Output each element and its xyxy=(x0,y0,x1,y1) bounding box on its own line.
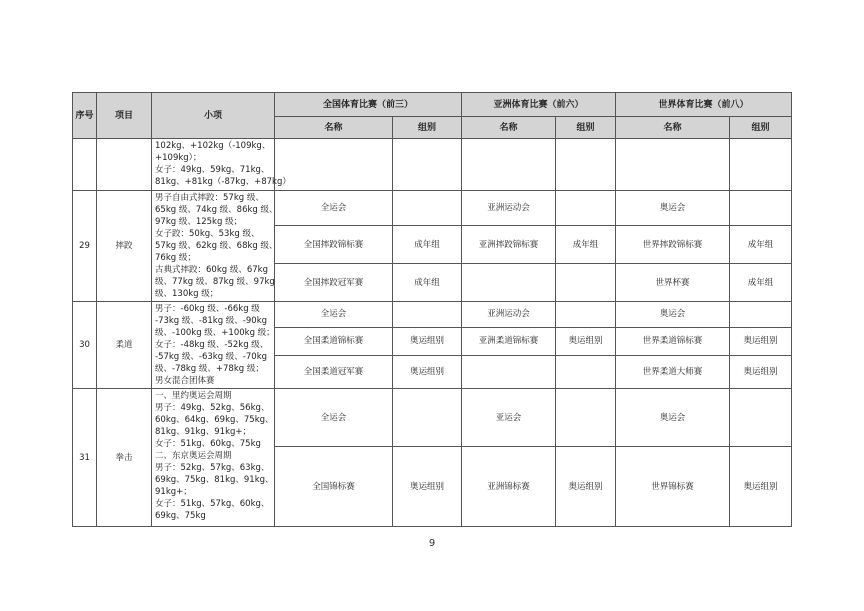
sub-line: 102kg、+102kg（-109kg、 xyxy=(155,141,271,151)
table-row-29 xyxy=(73,191,792,226)
header-asian-name: 名称 xyxy=(462,117,556,139)
asian-group xyxy=(556,264,616,302)
sub-line: 女子：51kg、60kg、75kg xyxy=(155,439,261,449)
national-name: 全运会 xyxy=(275,302,393,328)
header-row-1 xyxy=(73,93,792,117)
header-asian: 亚洲体育比赛（前六） xyxy=(462,93,616,117)
sub-line: 女子：49kg、59kg、71kg、 xyxy=(155,165,270,175)
sub-line: 60kg、64kg、69kg、75kg、 xyxy=(155,415,274,425)
empty-cell xyxy=(730,139,792,191)
header-national-group: 组别 xyxy=(393,117,462,139)
empty-cell xyxy=(275,139,393,191)
world-group: 奥运组别 xyxy=(730,327,792,356)
sub-cell-continued xyxy=(152,139,291,191)
sub-line: 76kg 级； xyxy=(155,253,196,263)
sub-line: 97kg 级、125kg 级； xyxy=(155,217,243,227)
asian-group xyxy=(556,191,616,226)
national-group: 奥运组别 xyxy=(393,447,462,527)
world-group xyxy=(730,302,792,328)
header-world-group: 组别 xyxy=(730,117,792,139)
sub-line: 级、77kg 级、87kg 级、97kg xyxy=(155,277,275,287)
empty-cell xyxy=(462,139,556,191)
asian-group xyxy=(556,302,616,328)
header-national: 全国体育比赛（前三） xyxy=(275,93,462,117)
sub-line: 男子：-60kg 级、-66kg 级 xyxy=(155,304,260,314)
national-group: 奥运组别 xyxy=(393,356,462,389)
national-group: 奥运组别 xyxy=(393,327,462,356)
sub-cell xyxy=(152,389,275,527)
national-name: 全运会 xyxy=(275,389,393,447)
national-name: 全国摔跤冠军赛 xyxy=(275,264,393,302)
header-world: 世界体育比赛（前八） xyxy=(616,93,792,117)
sub-line: 男子：52kg、57kg、63kg、 xyxy=(155,463,270,473)
asian-name: 亚洲柔道锦标赛 xyxy=(462,327,556,356)
item-cell: 拳击 xyxy=(97,389,152,527)
item-cell: 柔道 xyxy=(97,302,152,389)
header-no: 序号 xyxy=(73,93,97,139)
asian-group xyxy=(556,389,616,447)
competition-table xyxy=(72,92,792,527)
world-group xyxy=(730,191,792,226)
asian-name xyxy=(462,356,556,389)
table-row-31 xyxy=(73,389,792,447)
asian-group: 奥运组别 xyxy=(556,327,616,356)
empty-cell xyxy=(616,139,730,191)
world-name: 世界锦标赛 xyxy=(616,447,730,527)
table-row-continued xyxy=(73,139,792,191)
world-name: 世界柔道大师赛 xyxy=(616,356,730,389)
item-cell: 摔跤 xyxy=(97,191,152,302)
world-group xyxy=(730,389,792,447)
world-group: 成年组 xyxy=(730,264,792,302)
world-group: 成年组 xyxy=(730,226,792,264)
sub-line: 一、里约奥运会周期 xyxy=(155,391,232,401)
asian-group: 成年组 xyxy=(556,226,616,264)
asian-name: 亚洲运动会 xyxy=(462,191,556,226)
sub-cell xyxy=(152,302,275,389)
national-name: 全运会 xyxy=(275,191,393,226)
sub-line: -57kg 级、-63kg 级、-70kg xyxy=(155,352,268,362)
world-name: 奥运会 xyxy=(616,389,730,447)
sub-cell xyxy=(152,191,278,302)
header-asian-group: 组别 xyxy=(556,117,616,139)
sub-line: 男子：49kg、52kg、56kg、 xyxy=(155,403,270,413)
national-group xyxy=(393,191,462,226)
asian-name: 亚洲运动会 xyxy=(462,302,556,328)
no-cell: 29 xyxy=(73,191,97,302)
sub-line: 81kg、+81kg（-87kg、+87kg） xyxy=(155,177,291,187)
national-name: 全国锦标赛 xyxy=(275,447,393,527)
empty-cell xyxy=(556,139,616,191)
world-name: 世界摔跤锦标赛 xyxy=(616,226,730,264)
header-national-name: 名称 xyxy=(275,117,393,139)
header-world-name: 名称 xyxy=(616,117,730,139)
asian-name: 亚运会 xyxy=(462,389,556,447)
world-name: 奥运会 xyxy=(616,191,730,226)
no-cell xyxy=(73,139,97,191)
world-name: 奥运会 xyxy=(616,302,730,328)
national-group: 成年组 xyxy=(393,264,462,302)
no-cell: 31 xyxy=(73,389,97,527)
sub-line: 古典式摔跤：60kg 级、67kg xyxy=(155,265,268,275)
sub-line: 二、东京奥运会周期 xyxy=(155,451,232,461)
sub-line: 男子自由式摔跤：57kg 级、 xyxy=(155,193,264,203)
asian-name: 亚洲摔跤锦标赛 xyxy=(462,226,556,264)
asian-group: 奥运组别 xyxy=(556,447,616,527)
national-name: 全国柔道冠军赛 xyxy=(275,356,393,389)
sub-line: 81kg、91kg、91kg+； xyxy=(155,427,252,437)
item-cell xyxy=(97,139,152,191)
sub-line: 69kg、75kg、81kg、91kg、 xyxy=(155,475,274,485)
page-number: 9 xyxy=(428,538,436,549)
asian-name: 亚洲锦标赛 xyxy=(462,447,556,527)
asian-group xyxy=(556,356,616,389)
sub-line: 女子：-48kg 级、-52kg 级、 xyxy=(155,340,269,350)
world-name: 世界杯赛 xyxy=(616,264,730,302)
world-name: 世界柔道锦标赛 xyxy=(616,327,730,356)
sub-line: 女子跤：50kg、53kg 级、 xyxy=(155,229,260,239)
sub-line: 级、-78kg 级、+78kg 级； xyxy=(155,364,264,374)
sub-line: 女子：51kg、57kg、60kg、 xyxy=(155,499,270,509)
empty-cell xyxy=(393,139,462,191)
sub-line: 91kg+； xyxy=(155,487,192,497)
national-group: 成年组 xyxy=(393,226,462,264)
no-cell: 30 xyxy=(73,302,97,389)
national-group xyxy=(393,389,462,447)
national-name: 全国柔道锦标赛 xyxy=(275,327,393,356)
sub-line: 57kg 级、62kg 级、68kg 级、 xyxy=(155,241,278,251)
header-item: 项目 xyxy=(97,93,152,139)
world-group: 奥运组别 xyxy=(730,356,792,389)
table-row-30 xyxy=(73,302,792,328)
sub-line: 65kg 级、74kg 级、86kg 级、 xyxy=(155,205,278,215)
sub-line: +109kg）； xyxy=(155,153,202,163)
sub-line: 69kg、75kg xyxy=(155,511,206,521)
world-group: 奥运组别 xyxy=(730,447,792,527)
sub-line: 级、-100kg 级、+100kg 级； xyxy=(155,328,275,338)
national-group xyxy=(393,302,462,328)
sub-line: 男女混合团体赛 xyxy=(155,376,215,386)
header-sub: 小项 xyxy=(152,93,275,139)
sub-line: 级、130kg 级； xyxy=(155,289,219,299)
national-name: 全国摔跤锦标赛 xyxy=(275,226,393,264)
sub-line: -73kg 级、-81kg 级、-90kg xyxy=(155,316,268,326)
asian-name xyxy=(462,264,556,302)
